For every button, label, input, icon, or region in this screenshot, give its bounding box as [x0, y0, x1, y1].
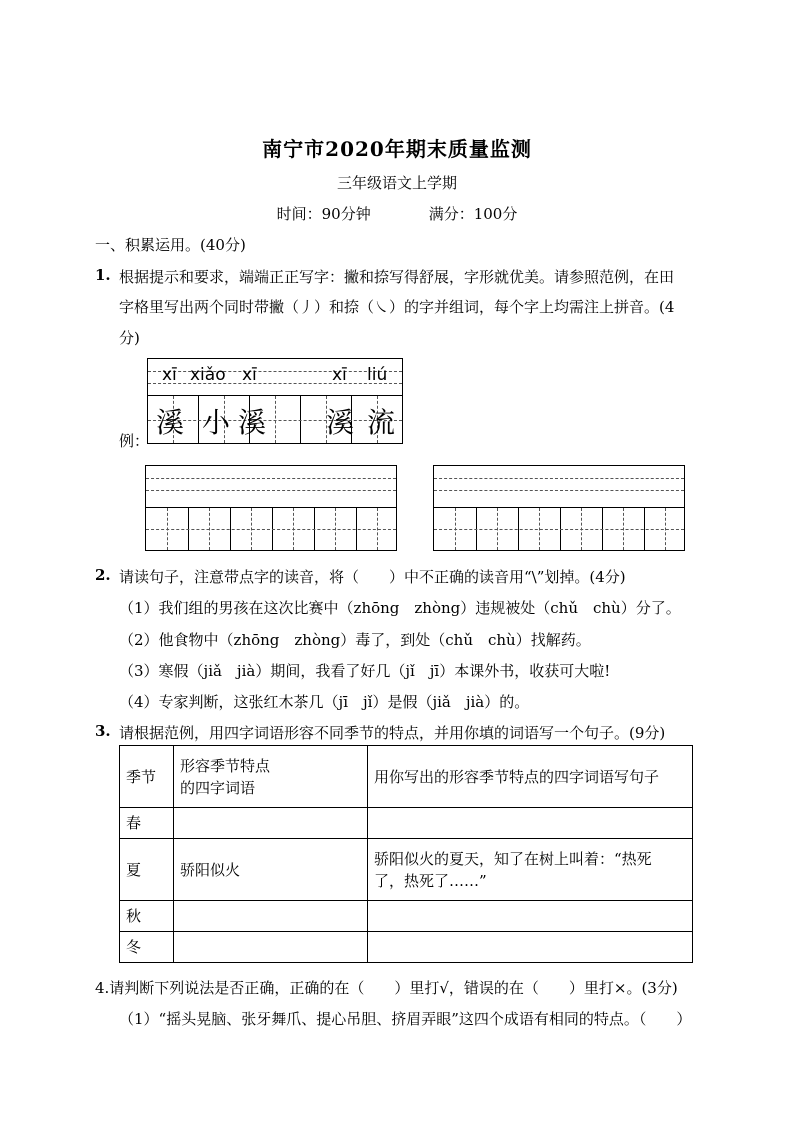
- q2-item-1: （1）我们组的男孩在这次比赛中（zhōng zhòng）违规被处（chǔ chù）分了。: [119, 599, 681, 617]
- example-char-3: 溪: [238, 406, 267, 439]
- table-row: [120, 839, 693, 901]
- header-word: [174, 746, 368, 808]
- answer-grid-left[interactable]: [145, 465, 397, 551]
- q2-item-4: （4）专家判断，这张红木茶几（jī jǐ）是假（jiǎ jià）的。: [119, 693, 530, 711]
- section-heading: 一、积累运用。(40分): [95, 236, 246, 254]
- word-input-cell[interactable]: [174, 932, 368, 963]
- example-label: 例：: [119, 432, 150, 450]
- q1-text-line1: 根据提示和要求，端端正正写字：撇和捺写得舒展，字形就优美。请参照范例，在田: [119, 268, 675, 286]
- season-cell: 夏: [120, 839, 174, 901]
- q2-text: 请读句子，注意带点字的读音，将（ ）中不正确的读音用“\”划掉。(4分): [119, 568, 626, 586]
- table-row: [120, 932, 693, 963]
- table-row: [120, 808, 693, 839]
- q1-text-line3: 分): [119, 329, 140, 347]
- header-sentence: 用你写出的形容季节特点的四字词语写句子: [368, 746, 693, 808]
- season-cell: 冬: [120, 932, 174, 963]
- season-cell: 秋: [120, 901, 174, 932]
- q3-text: 请根据范例，用四字词语形容不同季节的特点，并用你填的词语写一个句子。(9分): [119, 724, 666, 742]
- exam-meta: [0, 203, 794, 224]
- exam-score: 满分：100分: [428, 205, 518, 223]
- sentence-line1: 骄阳似火的夏天，知了在树上叫着：“热死: [374, 849, 652, 868]
- season-cell: 春: [120, 808, 174, 839]
- table-row: [120, 901, 693, 932]
- example-writing-grid: [147, 358, 403, 444]
- example-char-5: 流: [367, 406, 396, 439]
- sentence-cell: [368, 839, 693, 901]
- example-pinyin-2: xiǎo: [190, 365, 226, 385]
- header-word-line1: 形容季节特点: [180, 756, 271, 775]
- q3-number: 3.: [95, 722, 111, 740]
- example-char-4: 溪: [326, 406, 355, 439]
- season-table: [119, 745, 693, 963]
- q4-item-1: （1）“摇头晃脑、张牙舞爪、提心吊胆、挤眉弄眼”这四个成语有相同的特点。（ ）: [119, 1010, 692, 1028]
- example-char-2: 小: [202, 406, 231, 439]
- header-word-line2: 的四字词语: [180, 778, 256, 797]
- q1-text-line2: 字格里写出两个同时带撇（丿）和捺（㇏）的字并组词，每个字上均需注上拼音。(4: [119, 298, 675, 316]
- page-subtitle: 三年级语文上学期: [336, 174, 457, 192]
- header-season: 季节: [120, 746, 174, 808]
- sentence-input-cell[interactable]: [368, 901, 693, 932]
- example-pinyin-3: xī: [242, 365, 257, 385]
- sentence-line2: 了，热死了……”: [374, 871, 487, 890]
- q2-number: 2.: [95, 566, 111, 584]
- example-pinyin-4: xī: [332, 365, 347, 385]
- word-input-cell[interactable]: [174, 808, 368, 839]
- answer-grid-right[interactable]: [433, 465, 685, 551]
- sentence-input-cell[interactable]: [368, 808, 693, 839]
- q1-number: 1.: [95, 266, 111, 284]
- word-cell: 骄阳似火: [174, 839, 368, 901]
- example-pinyin-5: liú: [367, 365, 388, 385]
- q2-item-2: （2）他食物中（zhōng zhòng）毒了，到处（chǔ chù）找解药。: [119, 631, 591, 649]
- table-header-row: [120, 746, 693, 808]
- page-title: 南宁市2020年期末质量监测: [262, 137, 532, 161]
- exam-time: 时间：90分钟: [276, 205, 371, 223]
- q2-item-3: （3）寒假（jiǎ jià）期间，我看了好几（jǐ jī）本课外书，收获可大啦!: [119, 662, 611, 680]
- example-char-1: 溪: [156, 406, 185, 439]
- sentence-input-cell[interactable]: [368, 932, 693, 963]
- q4-text: 4.请判断下列说法是否正确，正确的在（ ）里打√，错误的在（ ）里打×。(3分): [95, 979, 678, 997]
- word-input-cell[interactable]: [174, 901, 368, 932]
- example-pinyin-1: xī: [162, 365, 177, 385]
